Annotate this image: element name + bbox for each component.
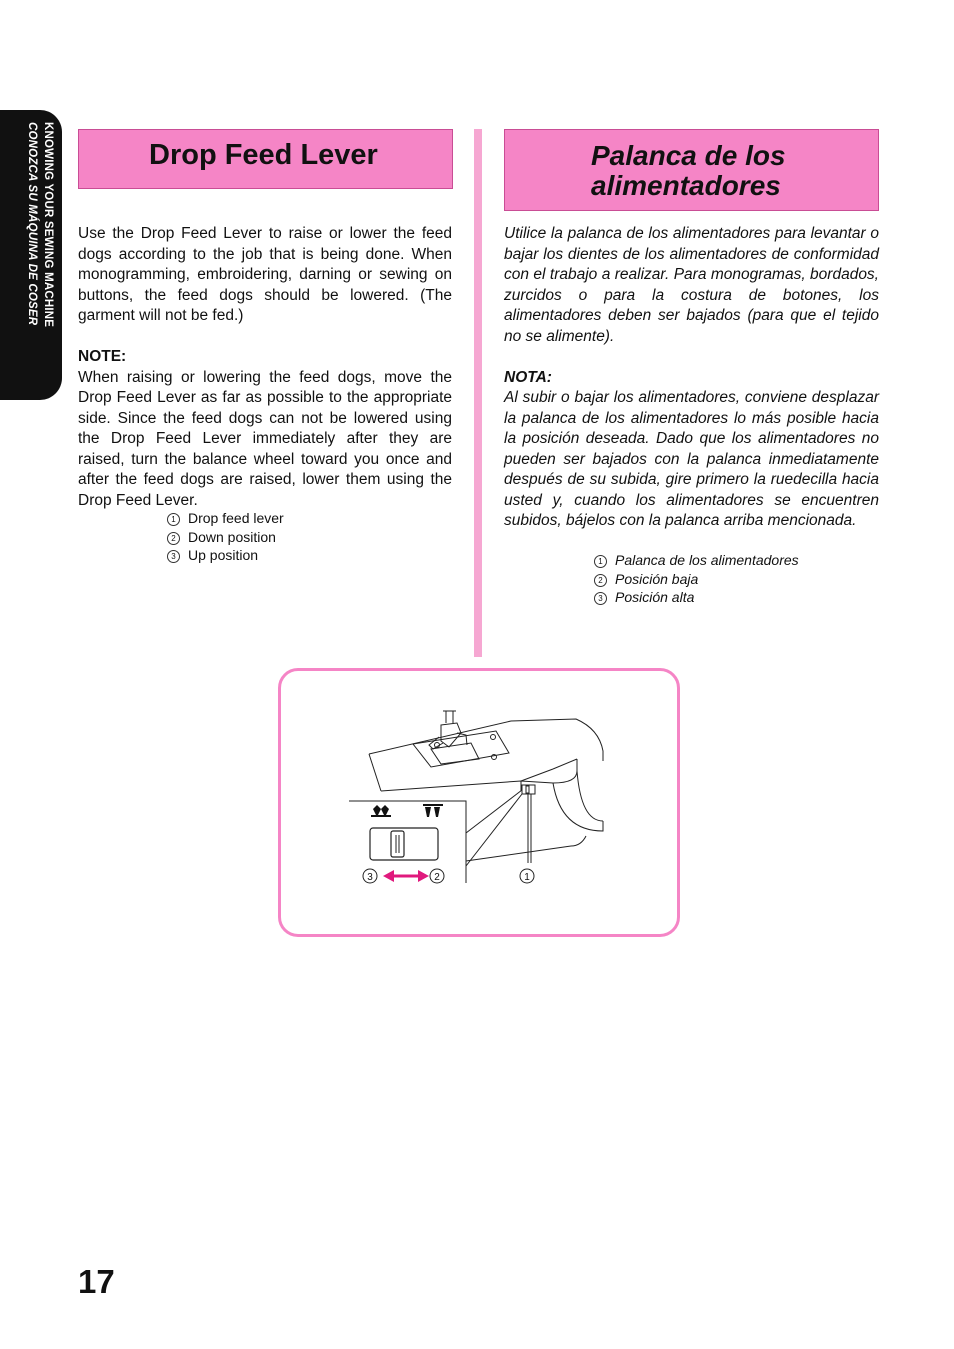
spanish-note-label: NOTA: — [504, 368, 552, 386]
legend-label: Drop feed lever — [188, 510, 284, 526]
spanish-legend — [594, 551, 799, 607]
callout-number: 3 — [594, 592, 607, 605]
page-number: 17 — [78, 1263, 115, 1300]
legend-item — [167, 546, 284, 565]
column-divider — [474, 129, 482, 657]
english-intro: Use the Drop Feed Lever to raise or lower the feed dogs according to the job that is being done. When monogramming, embroidering, darning or sewing on buttons, the feed dogs should be lowered. (The garment will not be fed.) — [78, 225, 452, 324]
legend-item — [594, 588, 799, 607]
callout-down-label: 2 — [434, 872, 440, 883]
callout-number: 2 — [594, 574, 607, 587]
illustration-frame — [278, 668, 680, 937]
callout-number: 2 — [167, 532, 180, 545]
callout-number: 1 — [594, 555, 607, 568]
legend-item — [167, 509, 284, 528]
english-legend — [167, 509, 284, 565]
english-body — [78, 224, 452, 511]
lever-inset — [363, 804, 534, 883]
drop-feed-lever-illustration — [281, 671, 677, 934]
callout-number: 3 — [167, 550, 180, 563]
english-note-text: When raising or lowering the feed dogs, move the Drop Feed Lever as far as possible to the appropriate side. Since the feed dogs can not be lowered using the Drop Feed Lever immediately after they are raised, turn the balance wheel toward you once and after the feed dogs are raised, lower them using the Drop Feed Lever. — [78, 368, 452, 509]
page-title-english: Drop Feed Lever — [149, 139, 378, 171]
arrow-head-right — [418, 870, 429, 882]
legend-item — [594, 570, 799, 589]
callout-number: 1 — [167, 513, 180, 526]
side-label-english: KNOWING YOUR SEWING MACHINE — [42, 122, 54, 328]
legend-label: Down position — [188, 528, 276, 545]
machine-outline — [369, 719, 603, 761]
feed-up-icon — [371, 805, 391, 817]
legend-item — [594, 551, 799, 570]
spacer — [504, 347, 879, 368]
title-banner-english — [78, 129, 453, 189]
spanish-body — [504, 224, 879, 532]
side-section-label — [12, 122, 56, 392]
title-banner-spanish — [504, 129, 879, 211]
english-note-label: NOTE: — [78, 348, 127, 365]
callout-up-label: 3 — [367, 872, 373, 883]
lever-knob — [391, 831, 404, 857]
feed-down-icon — [423, 804, 443, 817]
spanish-note-text: Al subir o bajar los alimentadores, conviene desplazar la palanca de los alimentadores lo más posible hacia la posición deseada. Dado que los alimentadores no pueden ser bajados con la palanca inmediatamente después de su subida, gire primero la ruedecilla hacia usted y, cuando los alimentadores se encuentren subidos, bájelos con la palanca arriba mencionada. — [504, 389, 879, 529]
legend-label: Posición alta — [615, 589, 695, 605]
side-label-spanish: CONOZCA SU MÁQUINA DE COSER — [26, 122, 38, 326]
arrow-head-left — [383, 870, 394, 882]
legend-label: Up position — [188, 547, 259, 563]
legend-item — [167, 528, 284, 547]
spacer — [78, 327, 452, 348]
legend-label: Posición baja — [615, 570, 699, 587]
legend-label: Palanca de los alimentadores — [615, 552, 799, 568]
callout-lever-label: 1 — [524, 872, 530, 883]
spanish-intro: Utilice la palanca de los alimentadores para levantar o bajar los dientes de los alimentadores de conformidad con el trabajo a realizar. Para monogramas, bordados, zurcidos o para la costura de botones, los alimentadores deben ser bajados (para que el tejido no se alimente). — [504, 225, 879, 345]
page-title-spanish: Palanca de los alimentadores — [591, 140, 786, 201]
